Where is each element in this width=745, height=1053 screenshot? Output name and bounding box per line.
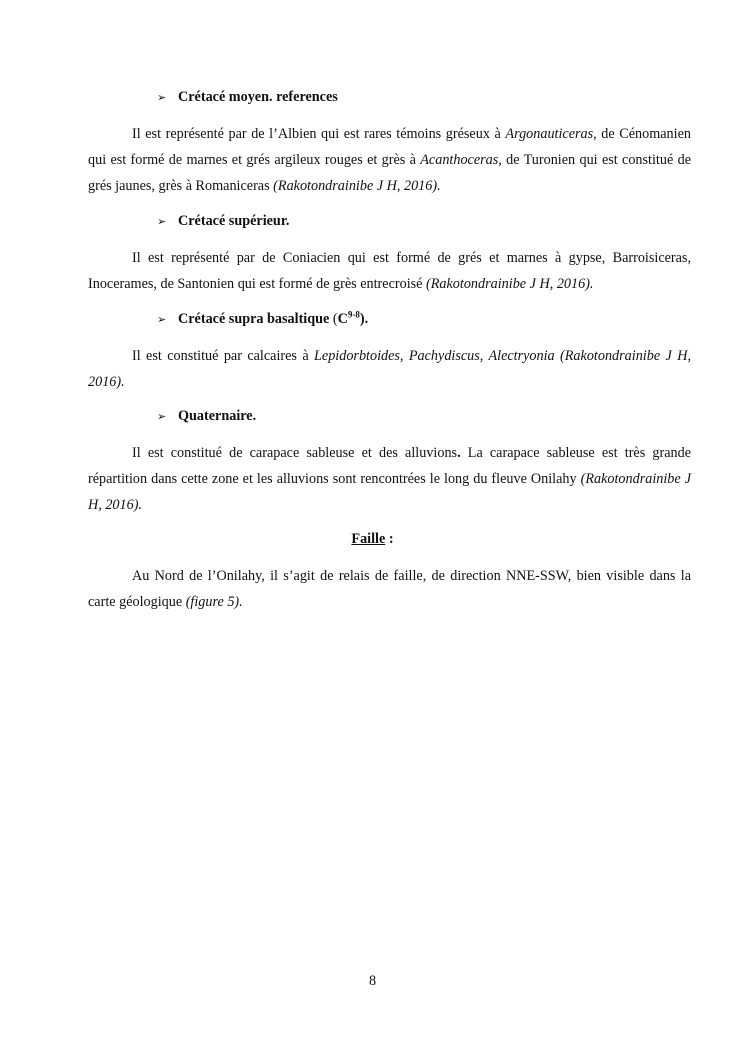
- citation: (figure 5).: [185, 594, 243, 610]
- arrow-bullet-icon: ➢: [157, 91, 167, 104]
- section-heading-cretace-moyen: [157, 89, 338, 106]
- faille-title: Faille :: [351, 531, 394, 547]
- heading-text: Crétacé moyen. references: [178, 89, 338, 105]
- section-heading-cretace-supra-basaltique: ➢ Crétacé supra basaltique $(C^{9-8})$.: [157, 309, 369, 327]
- paragraph-cretace-moyen: Il est représenté par de l’Albien qui est rares témoins gréseux à Argonauticeras, de Cénomanien qui est formé de marnes et grés argileux rouges et grès à Acanthoceras, de Turonien qui est constitué de grés jaunes, grès à Romaniceras (Rakotondrainibe J H, 2016).: [88, 126, 691, 194]
- arrow-bullet-icon: ➢: [157, 410, 167, 423]
- citation: (Rakotondrainibe J H, 2016).: [88, 471, 691, 513]
- citation: (Rakotondrainibe J H, 2016).: [426, 276, 594, 292]
- paragraph-cretace-superieur: Il est représenté par de Coniacien qui est formé de grés et marnes à gypse, Barroisiceras, Inocerames, de Santonien qui est formé de grès entrecroisé (Rakotondrainibe J H, 2016).: [88, 250, 691, 292]
- paragraph-quaternaire: Il est constitué de carapace sableuse et des alluvions. La carapace sableuse est très grande répartition dans cette zone et les alluvions sont rencontrées le long du fleuve Onilahy (Rakotondrainibe J H, 2016).: [88, 445, 691, 513]
- page-number: 8: [368, 973, 377, 989]
- section-heading-cretace-superieur: [157, 213, 289, 230]
- arrow-bullet-icon: ➢: [157, 215, 167, 228]
- arrow-bullet-icon: ➢: [157, 313, 167, 326]
- paragraph-faille: Au Nord de l’Onilahy, il s’agit de relais de faille, de direction NNE-SSW, bien visible dans la carte géologique (figure 5).: [88, 568, 691, 610]
- heading-text: Crétacé supra basaltique: [178, 311, 330, 327]
- citation: (Rakotondrainibe J H, 2016).: [273, 178, 441, 194]
- heading-text: Quaternaire.: [178, 408, 257, 424]
- section-heading-quaternaire: [157, 408, 256, 425]
- paragraph-cretace-supra-basaltique: Il est constitué par calcaires à Lepidorbtoides, Pachydiscus, Alectryonia (Rakotondrainibe J H, 2016).: [88, 348, 691, 390]
- heading-text: Crétacé supérieur.: [178, 213, 290, 229]
